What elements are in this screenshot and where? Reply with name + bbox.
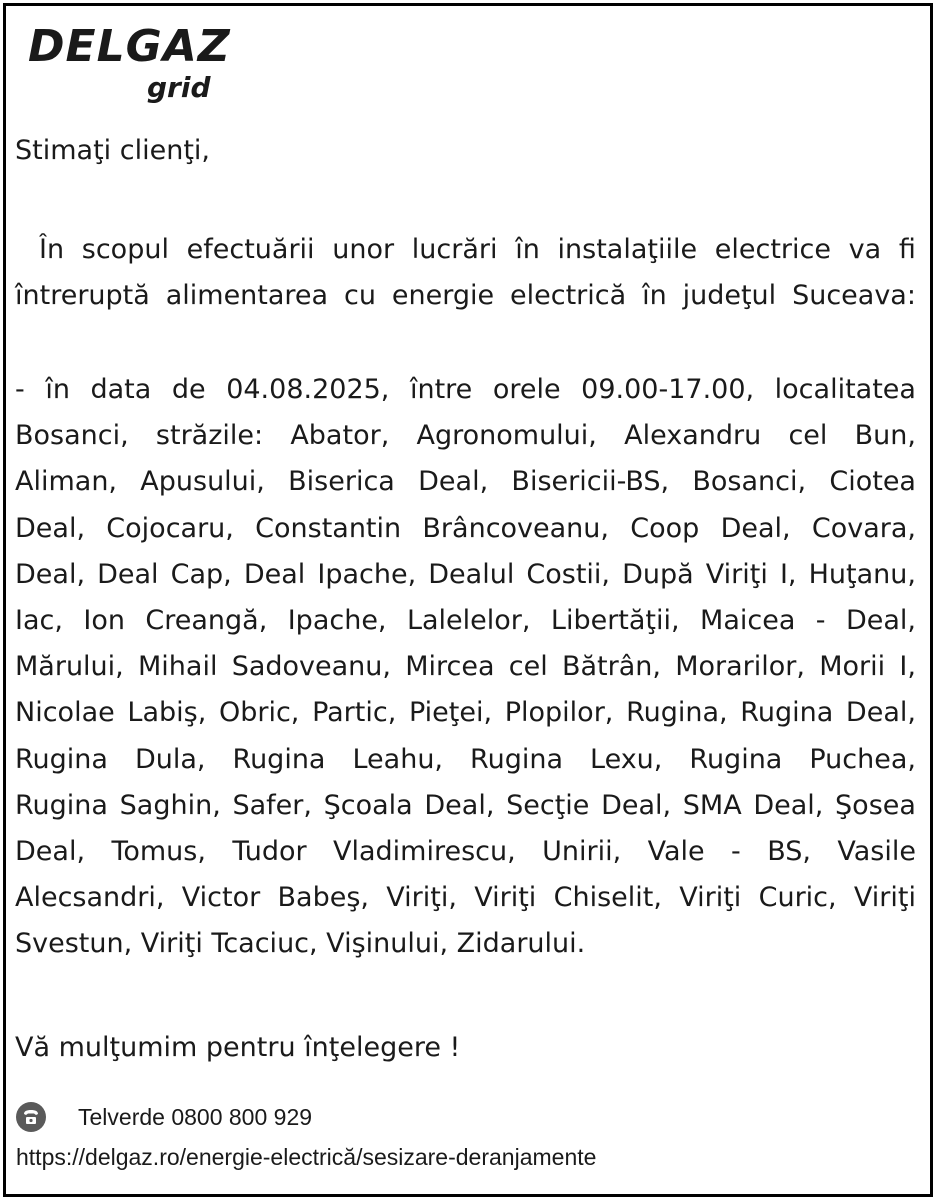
word: Labiş, <box>127 697 207 728</box>
delgaz-grid-logo <box>28 22 238 110</box>
word: Mihail <box>138 651 218 682</box>
word: energie <box>391 280 495 311</box>
word: Cojocaru, <box>106 513 234 544</box>
word: Biserica <box>288 466 395 497</box>
word: Dealul <box>428 559 515 590</box>
word: Deal, <box>15 513 86 544</box>
word: Victor <box>181 882 261 913</box>
word: În <box>39 234 65 265</box>
notice-line <box>15 786 916 826</box>
notice-line <box>15 555 916 595</box>
logo-wordmark: DELGAZ <box>28 21 231 72</box>
word: Leahu, <box>352 744 444 775</box>
notice-line <box>15 601 916 641</box>
word: Nicolae <box>15 697 115 728</box>
word: Deal, <box>845 605 916 636</box>
word: străzile: <box>155 420 264 451</box>
thanks-line: Vă mulţumim pentru înţelegere ! <box>15 1032 461 1063</box>
word: electrice <box>714 234 831 265</box>
word: Mărului, <box>15 651 124 682</box>
word: judeţul <box>682 280 777 311</box>
word: Mircea <box>405 651 495 682</box>
word: Alexandru <box>624 420 762 451</box>
deranjamente-link[interactable]: https://delgaz.ro/energie-electrică/sesizare-deranjamente <box>16 1144 597 1170</box>
phone-number: Telverde 0800 800 929 <box>78 1104 313 1130</box>
word: cel <box>508 651 548 682</box>
word: Partic, <box>312 697 397 728</box>
word: Bătrân, <box>561 651 661 682</box>
word: Rugina <box>740 697 834 728</box>
word: Coop <box>630 513 700 544</box>
word: Curic, <box>758 882 837 913</box>
word: Deal <box>97 559 159 590</box>
word: Vladimirescu, <box>333 836 516 867</box>
word: Rugina <box>689 744 783 775</box>
notice-line <box>15 462 916 502</box>
word: Deal, <box>424 790 495 821</box>
word: unor <box>332 234 395 265</box>
word: I, <box>779 559 797 590</box>
word: Costii, <box>526 559 611 590</box>
word: Viriţi, <box>386 882 457 913</box>
intro-line-1 <box>15 230 916 270</box>
word: Apusului, <box>140 466 265 497</box>
word: Aliman, <box>15 466 118 497</box>
word: Saghin, <box>119 790 221 821</box>
word: în <box>45 374 70 405</box>
word: Plopilor, <box>504 697 614 728</box>
word: Tomus, <box>111 836 206 867</box>
word: lucrări <box>411 234 498 265</box>
greeting: Stimaţi clienţi, <box>15 135 210 166</box>
word: Deal <box>243 559 306 590</box>
telephone-icon <box>16 1102 46 1132</box>
word: După <box>622 559 694 590</box>
word: Sadoveanu, <box>231 651 391 682</box>
word: Deal, <box>845 697 916 728</box>
word: Huţanu, <box>808 559 916 590</box>
word: în <box>515 234 540 265</box>
word: Secţie <box>506 790 590 821</box>
word: Obric, <box>218 697 300 728</box>
word: Şosea <box>835 790 916 821</box>
word: Puchea, <box>809 744 916 775</box>
word: Deal, <box>601 790 672 821</box>
notice-line <box>15 878 916 918</box>
word: de <box>171 374 206 405</box>
word: Ciotea <box>829 466 916 497</box>
word: Maicea <box>700 605 796 636</box>
word: Bosanci, <box>15 420 129 451</box>
word: Dula, <box>134 744 206 775</box>
word: localitatea <box>774 374 916 405</box>
word: Bun, <box>854 420 916 451</box>
word: Covara, <box>811 513 916 544</box>
word: Safer, <box>232 790 312 821</box>
word: Vasile <box>837 836 916 867</box>
word: Rugina <box>15 744 108 775</box>
word: Lexu, <box>590 744 663 775</box>
word: Rugina <box>470 744 563 775</box>
notice-line <box>15 647 916 687</box>
word: Babeş, <box>277 882 369 913</box>
word: Iac, <box>15 605 63 636</box>
word: 04.08.2025, <box>226 374 390 405</box>
notice-line <box>15 416 916 456</box>
word: cel <box>788 420 828 451</box>
word: - <box>731 836 741 867</box>
word: Creangă, <box>145 605 268 636</box>
word: scopul <box>81 234 169 265</box>
word: Viriţi <box>679 882 742 913</box>
word: Suceava: <box>792 280 916 311</box>
word: Bisericii-BS, <box>511 466 670 497</box>
word: BS, <box>767 836 811 867</box>
word: Alecsandri, <box>15 882 165 913</box>
word: data <box>90 374 152 405</box>
word: efectuării <box>186 234 315 265</box>
word: Libertăţii, <box>550 605 680 636</box>
word: între <box>409 374 473 405</box>
notice-line <box>15 693 916 733</box>
logo-subtitle: grid <box>147 71 211 104</box>
word: Morarilor, <box>675 651 805 682</box>
word: Chiselit, <box>553 882 662 913</box>
word: Lalelelor, <box>406 605 531 636</box>
word: 09.00-17.00, <box>581 374 755 405</box>
intro-line-2 <box>15 276 916 316</box>
word: alimentarea <box>165 280 329 311</box>
notice-line <box>15 370 916 410</box>
word: cu <box>344 280 376 311</box>
word: Deal, <box>753 790 824 821</box>
word: Pieţei, <box>408 697 493 728</box>
word: Cap, <box>170 559 232 590</box>
word: Brâncoveanu, <box>422 513 609 544</box>
word: Viriţi <box>474 882 537 913</box>
notice-line <box>15 740 916 780</box>
word: Deal, <box>418 466 489 497</box>
word: în <box>642 280 667 311</box>
word: instalaţiile <box>557 234 698 265</box>
word: I, <box>899 651 916 682</box>
word: Tudor <box>232 836 307 867</box>
word: Vale <box>647 836 705 867</box>
word: Deal, <box>720 513 791 544</box>
word: va <box>848 234 882 265</box>
word: Rugina <box>232 744 326 775</box>
word: Deal, <box>15 559 86 590</box>
word: întreruptă <box>15 280 150 311</box>
word: Bosanci, <box>692 466 807 497</box>
word: orele <box>492 374 561 405</box>
word: - <box>15 374 25 405</box>
word: SMA <box>682 790 742 821</box>
word: Agronomului, <box>416 420 597 451</box>
notice-frame <box>3 3 933 1197</box>
word: Deal, <box>15 836 86 867</box>
word: Unirii, <box>542 836 622 867</box>
word: electrică <box>510 280 627 311</box>
word: Morii <box>819 651 886 682</box>
word: Ipache, <box>287 605 387 636</box>
word: fi <box>898 234 916 265</box>
word: Rugina <box>15 790 108 821</box>
notice-line: Svestun, Viriţi Tcaciuc, Vişinului, Zidarului. <box>15 928 586 959</box>
word: Viriţi <box>705 559 768 590</box>
word: Viriţi <box>853 882 916 913</box>
word: Rugina, <box>626 697 728 728</box>
word: Ion <box>83 605 125 636</box>
word: - <box>815 605 826 636</box>
notice-line <box>15 832 916 872</box>
word: Ipache, <box>317 559 417 590</box>
word: Constantin <box>255 513 402 544</box>
word: Abator, <box>290 420 390 451</box>
notice-line <box>15 509 916 549</box>
word: Şcoala <box>323 790 413 821</box>
